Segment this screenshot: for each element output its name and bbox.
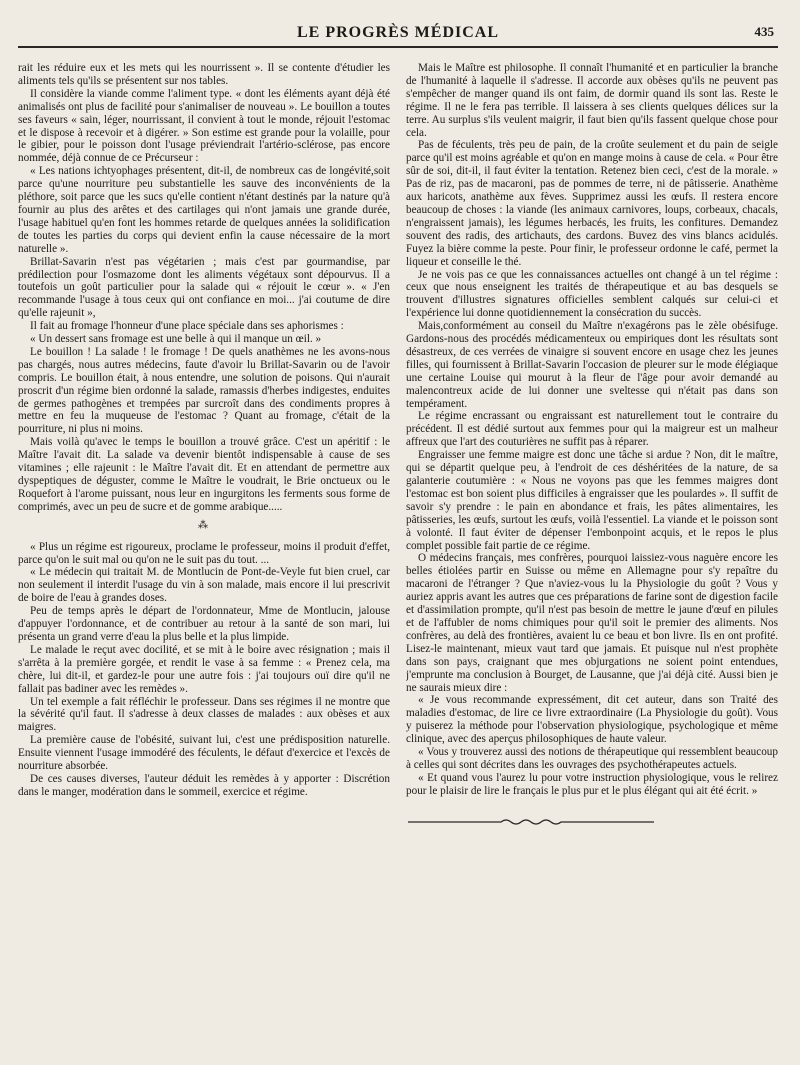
paragraph: Un tel exemple a fait réfléchir le professeur. Dans ses régimes il ne montre que la sévérité qu'il faut. Il s'adresse à deux classes de malades : aux obèses et aux maigres. xyxy=(18,695,390,734)
section-separator: ⁂ xyxy=(198,519,210,531)
right-column xyxy=(406,62,778,1062)
quotation: « Et quand vous l'aurez lu pour votre instruction physiologique, vous le relirez pour le plaisir de lire le français le plus pur et le plus élégant qui ait été écrit. » xyxy=(406,771,778,797)
paragraph: Pas de féculents, très peu de pain, de la croûte seulement et du pain de seigle parce qu'il est moins agréable et qu'on en mange moins à cause de cela. « Pour être sûr de soi, dit-il, il faut éviter la tentation. Retenez bien ceci, c'est de la morale. » Pas de riz, pas de macaroni, pas de pommes de terre, ni de pâtisserie. Anathème aux haricots, anathème aux fèves. Supprimez aussi les œufs. Il restera encore beaucoup de choses : la viande (les animaux carnivores, loups, corbeaux, chacals, n'engraissent jamais), les légumes herbacés, les fruits, les confitures. Demandez souvent des radis, des artichauts, des cardons. Buvez des vins blancs acidulés. Fuyez la bière comme la peste. Pour finir, le professeur ordonne le café, permet la liqueur et conseille le thé. xyxy=(406,139,778,268)
paragraph: De ces causes diverses, l'auteur déduit les remèdes à y apporter : Discrétion dans le manger, modération dans le sommeil, exercice et régime. xyxy=(18,772,390,798)
quotation: « Je vous recommande expressément, dit cet auteur, dans son Traité des maladies d'estomac, de lire ce livre extraordinaire (La Physiologie du goût). Vous y puiserez la méthode pour l'observation physiologique, psychologique et même clinique, avec des aperçus philosophiques de haute valeur. xyxy=(406,694,778,746)
paragraph: Mais,conformément au conseil du Maître n'exagérons pas le zèle obésifuge. Gardons-nous des procédés médicamenteux ou empiriques dont les résultats sont désastreux, de ces verrées de vinaigre si souvent encore en usage chez les jeunes filles, qui fournissent à Brillat-Savarin l'occasion de pleurer sur le mode élégiaque une certaine Louise qui mourut à la fleur de l'âge pour avoir demandé au malencontreux acide de lui donner une sveltesse qui n'était pas dans son tempérament. xyxy=(406,320,778,410)
paragraph: La première cause de l'obésité, suivant lui, c'est une prédisposition naturelle. Ensuite viennent l'usage immodéré des féculents, le défaut d'exercice et l'excès de nourriture absorbée. xyxy=(18,734,390,773)
paragraph: Le malade le reçut avec docilité, et se mit à le boire avec résignation ; mais il s'arrêta à la première gorgée, et rendit le vase à sa femme : « Prenez cela, ma chère, lui dit-il, et gardez-le pour une autre fois : j'ai toujours ouï dire qu'il ne fallait pas badiner avec les remèdes ». xyxy=(18,643,390,695)
page-header xyxy=(18,18,778,48)
quotation: « Un dessert sans fromage est une belle à qui il manque un œil. » xyxy=(30,333,322,346)
paragraph: Le régime encrassant ou engraissant est naturellement tout le contraire du précédent. Il est dédié surtout aux femmes pour qui la maigreur est un malheur affreux que l'art des couturières ne suffit pas à réparer. xyxy=(406,410,778,449)
quotation: « Les nations ichtyophages présentent, dit-il, de nombreux cas de longévité,soit parce qu'une nourriture peu substantielle les sauve des inconvénients de la pléthore, soit parce que les sucs qu'elle contient n'étant destinés par la nature qu'à fournir au plus des arêtes et des cartilages qui n'ont jamais une grande durée, l'usage habituel qu'en font les hommes retarde de quelques années la solidification de toutes les parties du corps qui devient enfin la cause nécessaire de la mort naturelle ». xyxy=(18,165,390,255)
paragraph: Mais le Maître est philosophe. Il connaît l'humanité et en particulier la branche de l'humanité à laquelle il s'adresse. Il accorde aux obèses qu'ils ne peuvent pas s'empêcher de manger quand ils ont faim, de dormir quand ils sont las. Reste le régime. Il ne le fera pas terrible. Il laissera à ses clients quelques délices sur la terre. Au surplus s'ils veulent maigrir, il faut bien qu'ils fassent quelque chose pour cela. xyxy=(406,62,778,139)
paragraph: Brillat-Savarin n'est pas végétarien ; mais c'est par gourmandise, par prédilection pour l'osmazome dont les aliments végétaux sont dépourvus. Il a toutefois un goût particulier pour la salade qui « réjouit le cœur ». « J'en recommande l'usage à tous ceux qui ont confiance en moi... j'ai coutume de dire qu'elle rajeunit », xyxy=(18,255,390,320)
paragraph: Il considère la viande comme l'aliment type. « dont les éléments ayant déjà été animalisés ont plus de facilité pour s'animaliser de nouveau ». Le bouillon a toutes ses faveurs « sain, léger, nourrissant, il convient à tout le monde, réjouit l'estomac et le dispose à recevoir et à digérer. » Son estime est grande pour la volaille, pour le gibier, pour le poisson dont l'usage préviendrait l'artério-sclérose, pas encore nommée, déjà connue de ce Précurseur : xyxy=(18,87,390,165)
paragraph: rait les réduire eux et les mets qui les nourrissent ». Il se contente d'étudier les aliments tels qu'ils se présentent sur nos tables. xyxy=(18,62,390,87)
quotation: « Vous y trouverez aussi des notions de thérapeutique qui ressemblent beaucoup à celles qui sont décrites dans les ouvrages des psychothérapeutes actuels. xyxy=(406,746,778,771)
paragraph: Peu de temps après le départ de l'ordonnateur, Mme de Montlucin, jalouse d'appuyer l'ordonnance, et de contribuer au retour à la santé de son mari, lui présenta un grand verre d'eau la plus belle et la plus limpide. xyxy=(18,605,390,643)
paragraph: Il fait au fromage l'honneur d'une place spéciale dans ses aphorismes : xyxy=(30,320,344,333)
paragraph: Je ne vois pas ce que les connaissances actuelles ont changé à un tel régime : ceux que nous enseignent les traités de thérapeutique et au bas desquels se trouvent d'illustres signatures officielles semblent calqués sur celui-ci et l'expérience lui donne quotidiennement la consécration du succès. xyxy=(406,268,778,320)
journal-title: LE PROGRÈS MÉDICAL xyxy=(296,24,500,41)
paragraph: Engraisser une femme maigre est donc une tâche si ardue ? Non, dit le maître, qui se départit quelque peu, à l'endroit de ces déshéritées de la nature, de sa galanterie coutumière : « Nous ne voyons pas que les femmes maigres dont l'estomac est bon soient plus difficiles à engraisser que les poulardes ». Il suffit de savoir s'y prendre : le pain en abondance et frais, les pâtes alimentaires, les pâtisseries, les œufs, surtout les œufs, voilà l'essentiel. La viande et le poisson sont à volonté. Il faut éviter de dépenser l'embonpoint acquis, et le repos le plus complet possible fait partie de ce régime. xyxy=(406,449,778,552)
paragraph: Le bouillon ! La salade ! le fromage ! De quels anathèmes ne les avons-nous pas chargés, nous autres médecins, faute d'avoir lu Brillat-Savarin ou de l'avoir compris. Le bouillon était, à nous entendre, une solution de poisons. Qui n'aurait proscrit d'un régime bien ordonné la salade, ramassis d'herbes indigestes, enduites de germes pathogènes et trempées par surcroît dans des condiments propres à mettre en feu la muqueuse de l'estomac ? Quant au fromage, c'était de la pourriture, ni plus ni moins. xyxy=(18,345,390,436)
quotation: « Le médecin qui traitait M. de Montlucin de Pont-de-Veyle fut bien cruel, car non seulement il interdit l'usage du vin à son malade, mais encore il lui prescrivit de boire de l'eau à grandes doses. xyxy=(18,566,390,605)
article-columns xyxy=(18,62,778,1062)
quotation: « Plus un régime est rigoureux, proclame le professeur, moins il produit d'effet, parce qu'on le suit mal ou qu'on ne le suit pas du tout. ... xyxy=(18,540,390,566)
end-of-article-rule xyxy=(406,816,656,828)
paragraph: O médecins français, mes confrères, pourquoi laissiez-vous naguère encore les belles étiolées partir en Suisse ou même en Allemagne pour s'y repaître du macaroni de l'étranger ? Que n'aviez-vous lu la Physiologie du goût ? Vous y auriez appris avant les autres que ces préparations de farine sont de digestion facile et d'assimilation prompte, qu'il n'est pas besoin de mettre le jaune d'œuf en pilules et de l'affubler de noms chimiques pour qu'il soit le premier des aliments. Nos confrères, au delà des frontières, avaient lu ce beau et bon livre. Ils en ont profité. Lisez-le maintenant, mieux vaut tard que jamais. Et puisque nul n'est prophète dans son pays, craignant que mes objurgations ne soient point entendues, j'emprunte ma conclusion à Bourget, de Lausanne, que j'ai déjà cité. Aussi bien je ne saurais mieux dire : xyxy=(406,552,778,694)
left-column xyxy=(18,62,390,1062)
paragraph: Mais voilà qu'avec le temps le bouillon a trouvé grâce. C'est un apéritif : le Maître l'avait dit. La salade va devenir bientôt indispensable à cause de ses vitamines ; elle rajeunit : le Maître l'avait dit. Et en attendant de permettre aux dyspeptiques de déguster, comme le Maître le voudrait, le Brie onctueux ou le Roquefort à l'arome puissant, nous leur en ingurgitons les ferments sous forme de comprimés, avec un peu de sucre et de gomme arabique..... xyxy=(18,436,390,513)
page-number: 435 xyxy=(754,24,774,39)
